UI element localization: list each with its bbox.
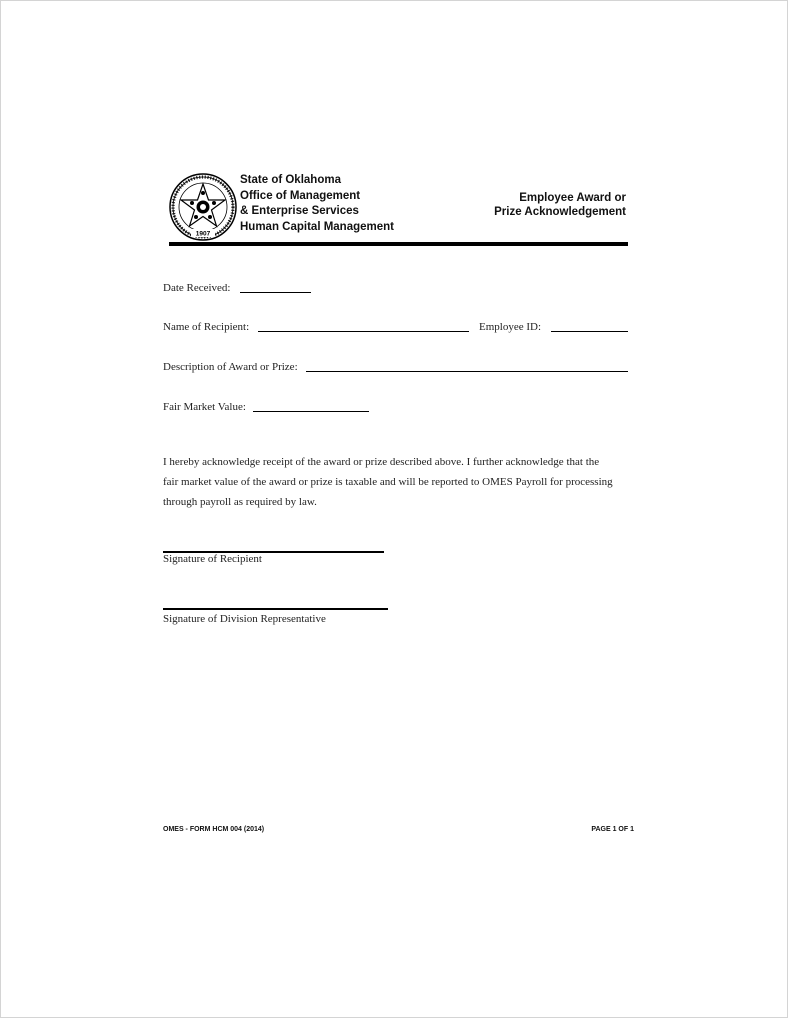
employee-id-label: Employee ID: bbox=[479, 321, 542, 333]
fair-market-value-field[interactable] bbox=[253, 411, 369, 412]
recipient-name-field[interactable] bbox=[258, 331, 469, 332]
acknowledgement-paragraph bbox=[163, 452, 643, 512]
agency-line: Human Capital Management bbox=[240, 220, 394, 233]
form-title-line: Prize Acknowledgement bbox=[494, 206, 626, 218]
seal-year: 1907 bbox=[195, 230, 211, 238]
acknowledgement-line: through payroll as required by law. bbox=[163, 496, 317, 508]
agency-name-block bbox=[240, 173, 394, 235]
agency-line: & Enterprise Services bbox=[240, 205, 359, 218]
acknowledgement-line: I hereby acknowledge receipt of the award or prize described above. I further acknowledge that the bbox=[163, 456, 600, 468]
recipient-signature-label: Signature of Recipient bbox=[163, 553, 262, 565]
recipient-name-label: Name of Recipient: bbox=[163, 321, 250, 333]
oklahoma-state-seal-icon bbox=[169, 173, 237, 241]
footer-form-id: OMES - FORM HCM 004 (2014) bbox=[163, 826, 265, 833]
division-rep-signature-line[interactable] bbox=[163, 608, 388, 610]
form-title-line: Employee Award or bbox=[519, 192, 626, 204]
employee-id-field[interactable] bbox=[551, 331, 628, 332]
description-label: Description of Award or Prize: bbox=[163, 361, 298, 373]
agency-line: Office of Management bbox=[240, 189, 361, 202]
description-field[interactable] bbox=[306, 371, 628, 372]
date-received-label: Date Received: bbox=[163, 282, 231, 294]
agency-line: State of Oklahoma bbox=[240, 174, 341, 186]
form-title bbox=[494, 191, 626, 219]
date-received-field[interactable] bbox=[240, 292, 311, 293]
footer-page-number: PAGE 1 OF 1 bbox=[591, 826, 634, 833]
division-rep-signature-label: Signature of Division Representative bbox=[163, 613, 326, 625]
fair-market-value-label: Fair Market Value: bbox=[163, 401, 246, 413]
acknowledgement-line: fair market value of the award or prize is taxable and will be reported to OMES Payroll for processing bbox=[163, 476, 613, 488]
header-divider bbox=[169, 242, 628, 246]
